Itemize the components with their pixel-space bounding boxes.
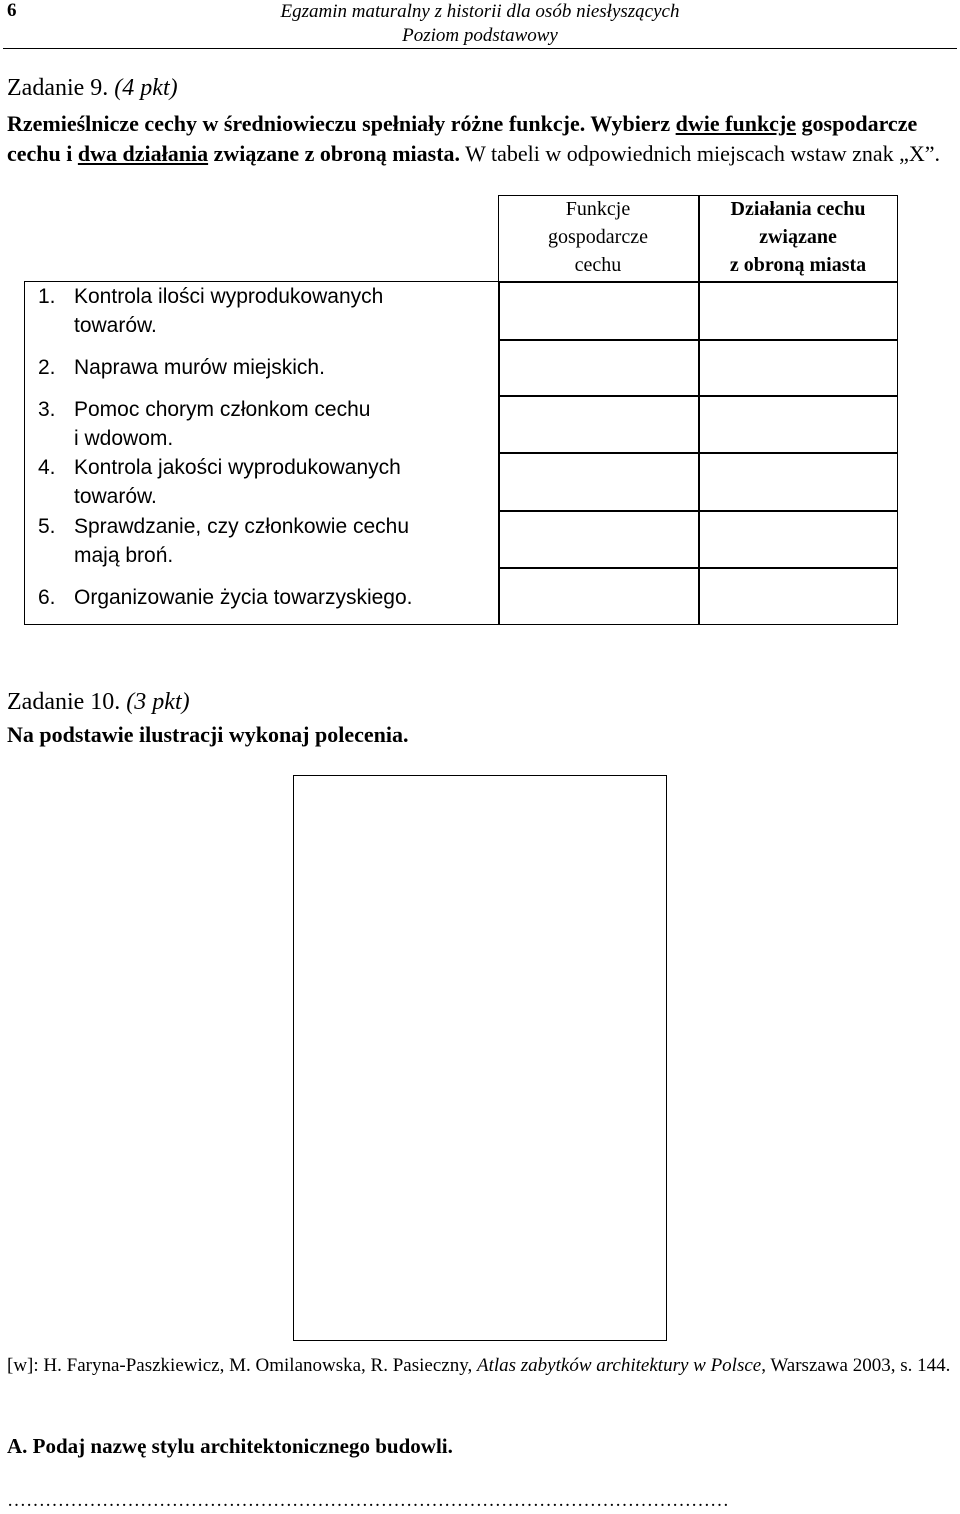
instr-underline-2: dwa działania: [77, 141, 209, 166]
column-header-line: cechu: [574, 254, 622, 276]
header-divider: [3, 48, 957, 49]
item-text: Organizowanie życia towarzyskiego.: [74, 586, 413, 609]
item-text: i wdowom.: [74, 427, 174, 450]
exam-title: Egzamin maturalny z historii dla osób niesłyszących: [280, 1, 680, 22]
source-title: Atlas zabytków architektury w Polsce: [476, 1355, 762, 1376]
instr-part4: W tabeli w odpowiednich miejscach wstaw znak „X”.: [465, 141, 941, 166]
item-number: 6.: [38, 586, 56, 609]
answer-cell-3-economic[interactable]: [498, 395, 700, 454]
image-source: [7, 1354, 955, 1378]
source-publication: , Warszawa 2003, s. 144.: [761, 1355, 951, 1376]
column-header-line: Działania cechu: [730, 198, 866, 220]
question-a: A. Podaj nazwę stylu architektonicznego budowli.: [7, 1434, 453, 1458]
task9-instruction: [7, 109, 955, 169]
list-item: [38, 453, 401, 511]
instr-part1: Rzemieślnicze cechy w średniowieczu spełniały różne funkcje. Wybierz: [7, 111, 671, 136]
instr-part2: gospodarcze cechu i: [7, 111, 918, 166]
source-authors: [w]: H. Faryna-Paszkiewicz, M. Omilanowska, R. Pasieczny,: [7, 1355, 473, 1376]
item-text: towarów.: [74, 485, 157, 508]
answer-cell-1-defense[interactable]: [698, 281, 898, 341]
column-header-line: Funkcje: [565, 198, 631, 220]
header-cell-economic: [498, 195, 700, 283]
task10-number: Zadanie 10.: [7, 689, 121, 715]
column-header-line: gospodarcze: [548, 226, 648, 248]
list-item: [38, 282, 383, 340]
answer-table: [24, 195, 898, 625]
item-text: Kontrola jakości wyprodukowanych: [74, 456, 401, 479]
item-text: towarów.: [74, 314, 157, 337]
task9-number: Zadanie 9.: [7, 75, 109, 101]
answer-cell-3-defense[interactable]: [698, 395, 898, 454]
item-number: 4.: [38, 456, 56, 479]
list-item: [38, 512, 409, 570]
answer-cell-5-economic[interactable]: [498, 510, 700, 569]
answer-cell-4-defense[interactable]: [698, 452, 898, 512]
item-number: 3.: [38, 398, 56, 421]
item-number: 5.: [38, 515, 56, 538]
answer-line[interactable]: ……………………………………………………………………………………………………: [7, 1490, 729, 1511]
illustration-frame: [293, 775, 667, 1341]
page-number: 6: [7, 0, 17, 21]
answer-cell-5-defense[interactable]: [698, 510, 898, 569]
column-header-line: związane: [759, 226, 837, 248]
task10-title: [7, 688, 190, 716]
item-text: Pomoc chorym członkom cechu: [74, 398, 371, 421]
answer-cell-2-economic[interactable]: [498, 339, 700, 397]
item-text: Naprawa murów miejskich.: [74, 356, 325, 379]
item-text: Sprawdzanie, czy członkowie cechu: [74, 515, 409, 538]
list-item: [38, 395, 370, 453]
answer-cell-2-defense[interactable]: [698, 339, 898, 397]
header-cell-defense: [698, 195, 898, 283]
task9-title: [7, 74, 178, 102]
instr-part3: związane z obroną miasta.: [213, 141, 461, 166]
answer-cell-6-economic[interactable]: [498, 567, 700, 625]
answer-cell-4-economic[interactable]: [498, 452, 700, 512]
item-text: Kontrola ilości wyprodukowanych: [74, 285, 384, 308]
item-text: mają broń.: [74, 544, 174, 567]
column-header-line: z obroną miasta: [729, 254, 867, 276]
task9-points: (4 pkt): [114, 75, 178, 101]
instr-underline-1: dwie funkcje: [675, 111, 797, 136]
exam-level: Poziom podstawowy: [402, 25, 558, 46]
answer-cell-6-defense[interactable]: [698, 567, 898, 625]
list-item: [38, 583, 412, 612]
item-number: 1.: [38, 285, 56, 308]
item-number: 2.: [38, 356, 56, 379]
task10-instruction: Na podstawie ilustracji wykonaj polecenia.: [7, 722, 409, 747]
task10-points: (3 pkt): [126, 689, 190, 715]
list-item: [38, 353, 325, 382]
answer-cell-1-economic[interactable]: [498, 281, 700, 341]
